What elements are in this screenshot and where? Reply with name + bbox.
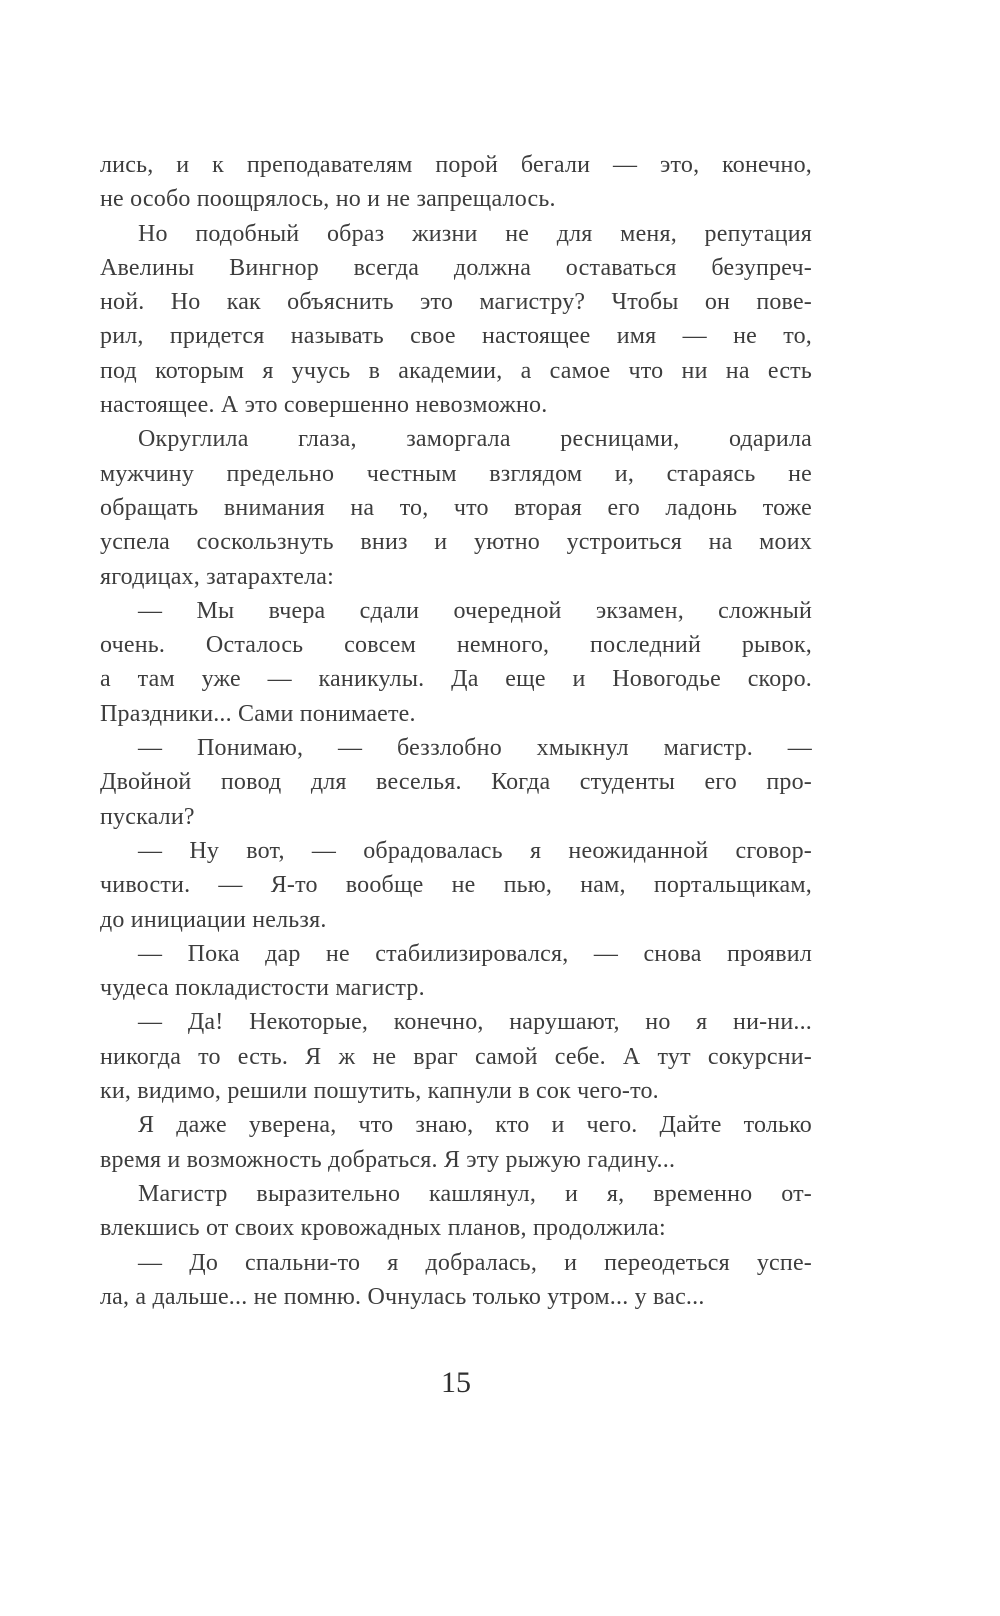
text-line: ной. Но как объяснить это магистру? Чтобы он пове- — [100, 289, 812, 316]
text-line: никогда то есть. Я ж не враг самой себе. А тут сокурсни- — [100, 1043, 812, 1070]
text-line: рил, придется называть свое настоящее имя — не то, — [100, 323, 812, 350]
text-line: пускали? — [100, 803, 195, 830]
text-line: — До спальни-то я добралась, и переодеться успе- — [138, 1249, 812, 1276]
text-line: под которым я учусь в академии, а самое что ни на есть — [100, 357, 812, 384]
text-line: настоящее. А это совершенно невозможно. — [100, 392, 548, 419]
text-line: ягодицах, затарахтела: — [100, 563, 334, 590]
text-line: до инициации нельзя. — [100, 906, 327, 933]
text-line: — Пока дар не стабилизировался, — снова проявил — [138, 940, 812, 967]
text-line: Округлила глаза, заморгала ресницами, одарила — [138, 426, 812, 453]
text-line: ла, а дальше... не помню. Очнулась только утром... у вас... — [100, 1283, 705, 1310]
text-line: ки, видимо, решили пошутить, капнули в сок чего-то. — [100, 1078, 659, 1105]
text-line: лись, и к преподавателям порой бегали — это, конечно, — [100, 152, 812, 178]
text-line: Но подобный образ жизни не для меня, репутация — [138, 220, 812, 247]
text-line: — Мы вчера сдали очередной экзамен, сложный — [138, 597, 812, 624]
text-line: — Ну вот, — обрадовалась я неожиданной сговор- — [138, 837, 812, 864]
text-line: очень. Осталось совсем немного, последний рывок, — [100, 632, 812, 659]
text-line: Праздники... Сами понимаете. — [100, 700, 416, 727]
text-line: чудеса покладистости магистр. — [100, 975, 425, 1002]
text-line: Я даже уверена, что знаю, кто и чего. Дайте только — [138, 1112, 812, 1139]
text-line: обращать внимания на то, что вторая его ладонь тоже — [100, 494, 812, 521]
text-line: успела соскользнуть вниз и уютно устроиться на моих — [100, 529, 812, 556]
text-line: — Понимаю, — беззлобно хмыкнул магистр. — — [138, 735, 812, 762]
text-line: время и возможность добраться. Я эту рыжую гадину... — [100, 1146, 676, 1173]
text-line: влекшись от своих кровожадных планов, продолжила: — [100, 1215, 666, 1242]
text-line: не особо поощрялось, но и не запрещалось. — [100, 186, 556, 213]
text-line: Авелины Вингнор всегда должна оставаться безупреч- — [100, 254, 812, 281]
page-number: 15 — [441, 1366, 471, 1399]
text-line: а там уже — каникулы. Да еще и Новогодье скоро. — [100, 666, 812, 693]
text-block — [100, 148, 812, 1314]
text-line: Магистр выразительно кашлянул, и я, временно от- — [138, 1180, 812, 1207]
text-line: мужчину предельно честным взглядом и, стараясь не — [100, 460, 812, 487]
text-line: чивости. — Я-то вообще не пью, нам, портальщикам, — [100, 872, 812, 899]
text-line: — Да! Некоторые, конечно, нарушают, но я ни-ни... — [138, 1009, 812, 1036]
text-line: Двойной повод для веселья. Когда студенты его про- — [100, 769, 812, 796]
